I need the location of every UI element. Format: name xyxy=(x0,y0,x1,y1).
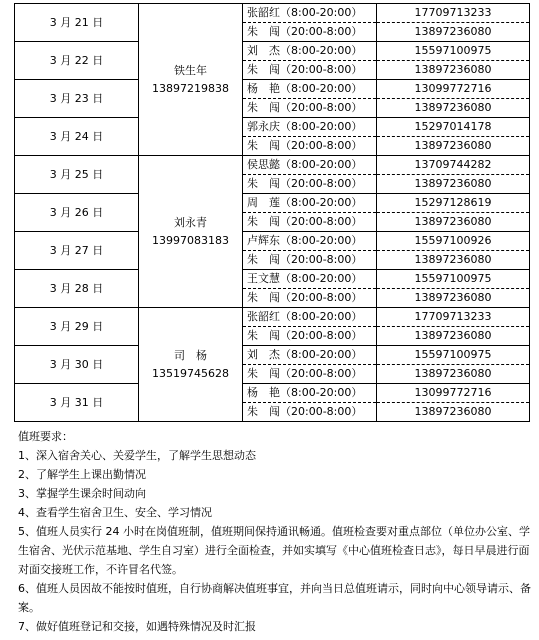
night-shift-phone: 13897236080 xyxy=(414,405,492,418)
duty-requirements xyxy=(18,427,533,636)
duty-schedule-table xyxy=(14,3,530,422)
night-shift-staff: 朱 闯（20:00-8:00） xyxy=(247,329,363,342)
requirement-item: 4、查看学生宿舍卫生、安全、学习情况 xyxy=(18,506,212,519)
day-shift-staff: 王文慧（8:00-20:00） xyxy=(243,270,376,289)
day-shift-phone: 13099772716 xyxy=(377,80,529,99)
leader-name: 刘永青 xyxy=(174,215,207,229)
day-shift-staff: 杨 艳（8:00-20:00） xyxy=(243,384,376,403)
date-cell: 3 月 30 日 xyxy=(15,346,139,384)
date-cell: 3 月 26 日 xyxy=(15,194,139,232)
date-cell: 3 月 31 日 xyxy=(15,384,139,422)
night-shift-phone: 13897236080 xyxy=(414,253,492,266)
day-shift-staff: 杨 艳（8:00-20:00） xyxy=(243,80,376,99)
day-shift-phone: 15597100926 xyxy=(377,232,529,251)
staff-cell xyxy=(243,384,377,422)
day-shift-phone: 17709713233 xyxy=(377,308,529,327)
day-shift-staff: 刘 杰（8:00-20:00） xyxy=(243,42,376,61)
night-shift-phone: 13897236080 xyxy=(414,329,492,342)
staff-cell xyxy=(243,346,377,384)
day-shift-phone: 15597100975 xyxy=(377,42,529,61)
staff-cell xyxy=(243,156,377,194)
phone-cell xyxy=(377,80,530,118)
day-shift-phone: 15297128619 xyxy=(377,194,529,213)
night-shift-staff: 朱 闯（20:00-8:00） xyxy=(247,25,363,38)
table-row xyxy=(15,308,530,346)
night-shift-staff: 朱 闯（20:00-8:00） xyxy=(247,253,363,266)
table-row xyxy=(15,80,530,118)
night-shift-phone: 13897236080 xyxy=(414,177,492,190)
day-shift-phone: 13099772716 xyxy=(377,384,529,403)
phone-cell xyxy=(377,156,530,194)
day-shift-staff: 周 莲（8:00-20:00） xyxy=(243,194,376,213)
night-shift-phone: 13897236080 xyxy=(414,139,492,152)
day-shift-staff: 侯思懿（8:00-20:00） xyxy=(243,156,376,175)
leader-phone: 13897219838 xyxy=(152,81,229,95)
staff-cell xyxy=(243,80,377,118)
leader-phone: 13997083183 xyxy=(152,233,229,247)
date-cell: 3 月 25 日 xyxy=(15,156,139,194)
night-shift-phone: 13897236080 xyxy=(414,63,492,76)
day-shift-phone: 15597100975 xyxy=(377,270,529,289)
requirement-item: 5、值班人员实行 24 小时在岗值班制，值班期间保持通讯畅通。值班检查要对重点部位（单位办公室、学生宿舍、光伏示范基地、学生自习室）进行全面检查，并如实填写《中心值班检查日志》，每日早晨进行面对面交接班工作，不许冒名代签。 xyxy=(18,525,530,576)
table-row xyxy=(15,232,530,270)
day-shift-phone: 13709744282 xyxy=(377,156,529,175)
night-shift-phone: 13897236080 xyxy=(414,367,492,380)
leader-cell xyxy=(139,308,243,422)
staff-cell xyxy=(243,118,377,156)
staff-cell xyxy=(243,4,377,42)
requirement-item: 6、值班人员因故不能按时值班，自行协商解决值班事宜，并向当日总值班请示，同时向中心领导请示、备案。 xyxy=(18,582,531,614)
requirement-item: 3、掌握学生课余时间动向 xyxy=(18,487,146,500)
phone-cell xyxy=(377,232,530,270)
night-shift-staff: 朱 闯（20:00-8:00） xyxy=(247,101,363,114)
phone-cell xyxy=(377,346,530,384)
leader-name: 司 杨 xyxy=(174,348,207,362)
phone-cell xyxy=(377,308,530,346)
phone-cell xyxy=(377,42,530,80)
night-shift-phone: 13897236080 xyxy=(414,215,492,228)
table-row xyxy=(15,42,530,80)
night-shift-phone: 13897236080 xyxy=(414,25,492,38)
night-shift-staff: 朱 闯（20:00-8:00） xyxy=(247,291,363,304)
leader-cell xyxy=(139,4,243,156)
staff-cell xyxy=(243,232,377,270)
table-row xyxy=(15,346,530,384)
requirements-title: 值班要求： xyxy=(18,430,73,443)
table-row xyxy=(15,156,530,194)
date-cell: 3 月 22 日 xyxy=(15,42,139,80)
phone-cell xyxy=(377,118,530,156)
night-shift-staff: 朱 闯（20:00-8:00） xyxy=(247,405,363,418)
leader-cell xyxy=(139,156,243,308)
night-shift-staff: 朱 闯（20:00-8:00） xyxy=(247,367,363,380)
day-shift-phone: 17709713233 xyxy=(377,4,529,23)
staff-cell xyxy=(243,194,377,232)
night-shift-phone: 13897236080 xyxy=(414,101,492,114)
phone-cell xyxy=(377,4,530,42)
date-cell: 3 月 29 日 xyxy=(15,308,139,346)
day-shift-staff: 卢辉东（8:00-20:00） xyxy=(243,232,376,251)
day-shift-staff: 郭永庆（8:00-20:00） xyxy=(243,118,376,137)
phone-cell xyxy=(377,270,530,308)
night-shift-staff: 朱 闯（20:00-8:00） xyxy=(247,215,363,228)
day-shift-staff: 张韶红（8:00-20:00） xyxy=(243,308,376,327)
night-shift-staff: 朱 闯（20:00-8:00） xyxy=(247,139,363,152)
staff-cell xyxy=(243,270,377,308)
table-row xyxy=(15,194,530,232)
night-shift-staff: 朱 闯（20:00-8:00） xyxy=(247,63,363,76)
date-cell: 3 月 23 日 xyxy=(15,80,139,118)
day-shift-phone: 15297014178 xyxy=(377,118,529,137)
table-row xyxy=(15,118,530,156)
requirement-item: 2、了解学生上课出勤情况 xyxy=(18,468,146,481)
phone-cell xyxy=(377,384,530,422)
leader-phone: 13519745628 xyxy=(152,366,229,380)
day-shift-staff: 张韶红（8:00-20:00） xyxy=(243,4,376,23)
day-shift-phone: 15597100975 xyxy=(377,346,529,365)
table-row xyxy=(15,270,530,308)
date-cell: 3 月 28 日 xyxy=(15,270,139,308)
date-cell: 3 月 21 日 xyxy=(15,4,139,42)
table-row xyxy=(15,4,530,42)
requirement-item: 7、做好值班登记和交接，如遇特殊情况及时汇报 xyxy=(18,620,256,633)
phone-cell xyxy=(377,194,530,232)
table-row xyxy=(15,384,530,422)
date-cell: 3 月 27 日 xyxy=(15,232,139,270)
leader-name: 铁生年 xyxy=(174,63,207,77)
staff-cell xyxy=(243,42,377,80)
day-shift-staff: 刘 杰（8:00-20:00） xyxy=(243,346,376,365)
date-cell: 3 月 24 日 xyxy=(15,118,139,156)
requirement-item: 1、深入宿舍关心、关爱学生，了解学生思想动态 xyxy=(18,449,256,462)
night-shift-staff: 朱 闯（20:00-8:00） xyxy=(247,177,363,190)
staff-cell xyxy=(243,308,377,346)
night-shift-phone: 13897236080 xyxy=(414,291,492,304)
